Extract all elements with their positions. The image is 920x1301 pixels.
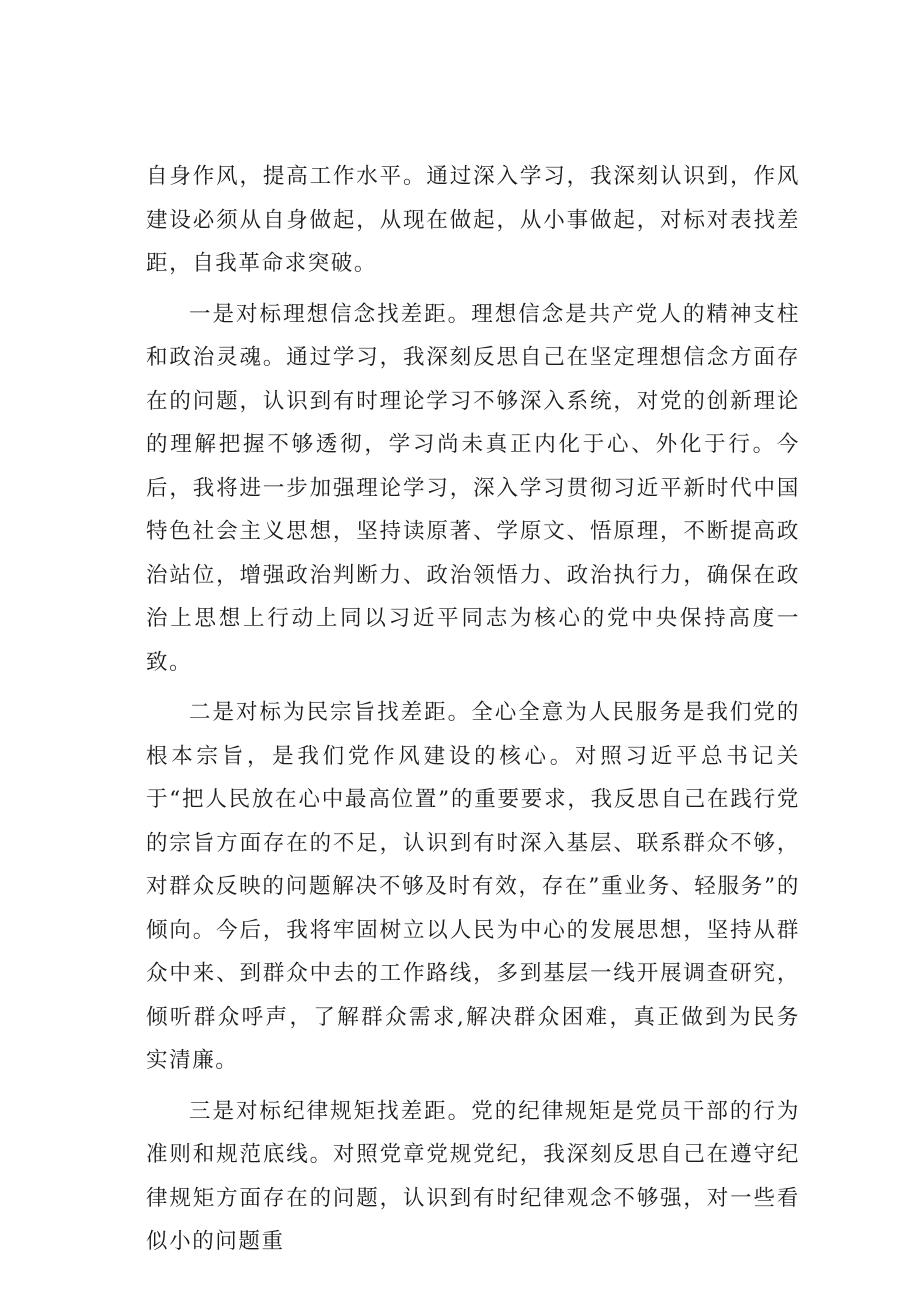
paragraph-continuation: 自身作风，提高工作水平。通过深入学习，我深刻认识到，作风建设必须从自身做起，从现在做起，从小事做起，对标对表找差距，自我革命求突破。 [146,164,800,276]
paragraph-serving-the-people: 二是对标为民宗旨找差距。全心全意为人民服务是我们党的根本宗旨，是我们党作风建设的核心。对照习近平总书记关于“把人民放在心中最高位置”的重要要求，我反思自己在践行党的宗旨方面存在的不足，认识到有时深入基层、联系群众不够，对群众反映的问题解决不够及时有效，存在”重业务、轻服务”的倾向。今后，我将牢固树立以人民为中心的发展思想，坚持从群众中来、到群众中去的工作路线，多到基层一线开展调查研究，倾听群众呼声，了解群众需求,解决群众困难，真正做到为民务实清廉。 [146,700,800,1073]
document-body [146,155,800,1264]
paragraph-ideals-and-beliefs: 一是对标理想信念找差距。理想信念是共产党人的精神支柱和政治灵魂。通过学习，我深刻反思自己在坚定理想信念方面存在的问题，认识到有时理论学习不够深入系统，对党的创新理论的理解把握不够透彻，学习尚未真正内化于心、外化于行。今后，我将进一步加强理论学习，深入学习贯彻习近平新时代中国特色社会主义思想，坚持读原著、学原文、悟原理，不断提高政治站位，增强政治判断力、政治领悟力、政治执行力，确保在政治上思想上行动上同以习近平同志为核心的党中央保持高度一致。 [146,301,800,675]
paragraph-discipline-and-rules: 三是对标纪律规矩找差距。党的纪律规矩是党员干部的行为准则和规范底线。对照党章党规党纪，我深刻反思自己在遵守纪律规矩方面存在的问题，认识到有时纪律观念不够强，对一些看似小的问题重 [146,1098,800,1254]
